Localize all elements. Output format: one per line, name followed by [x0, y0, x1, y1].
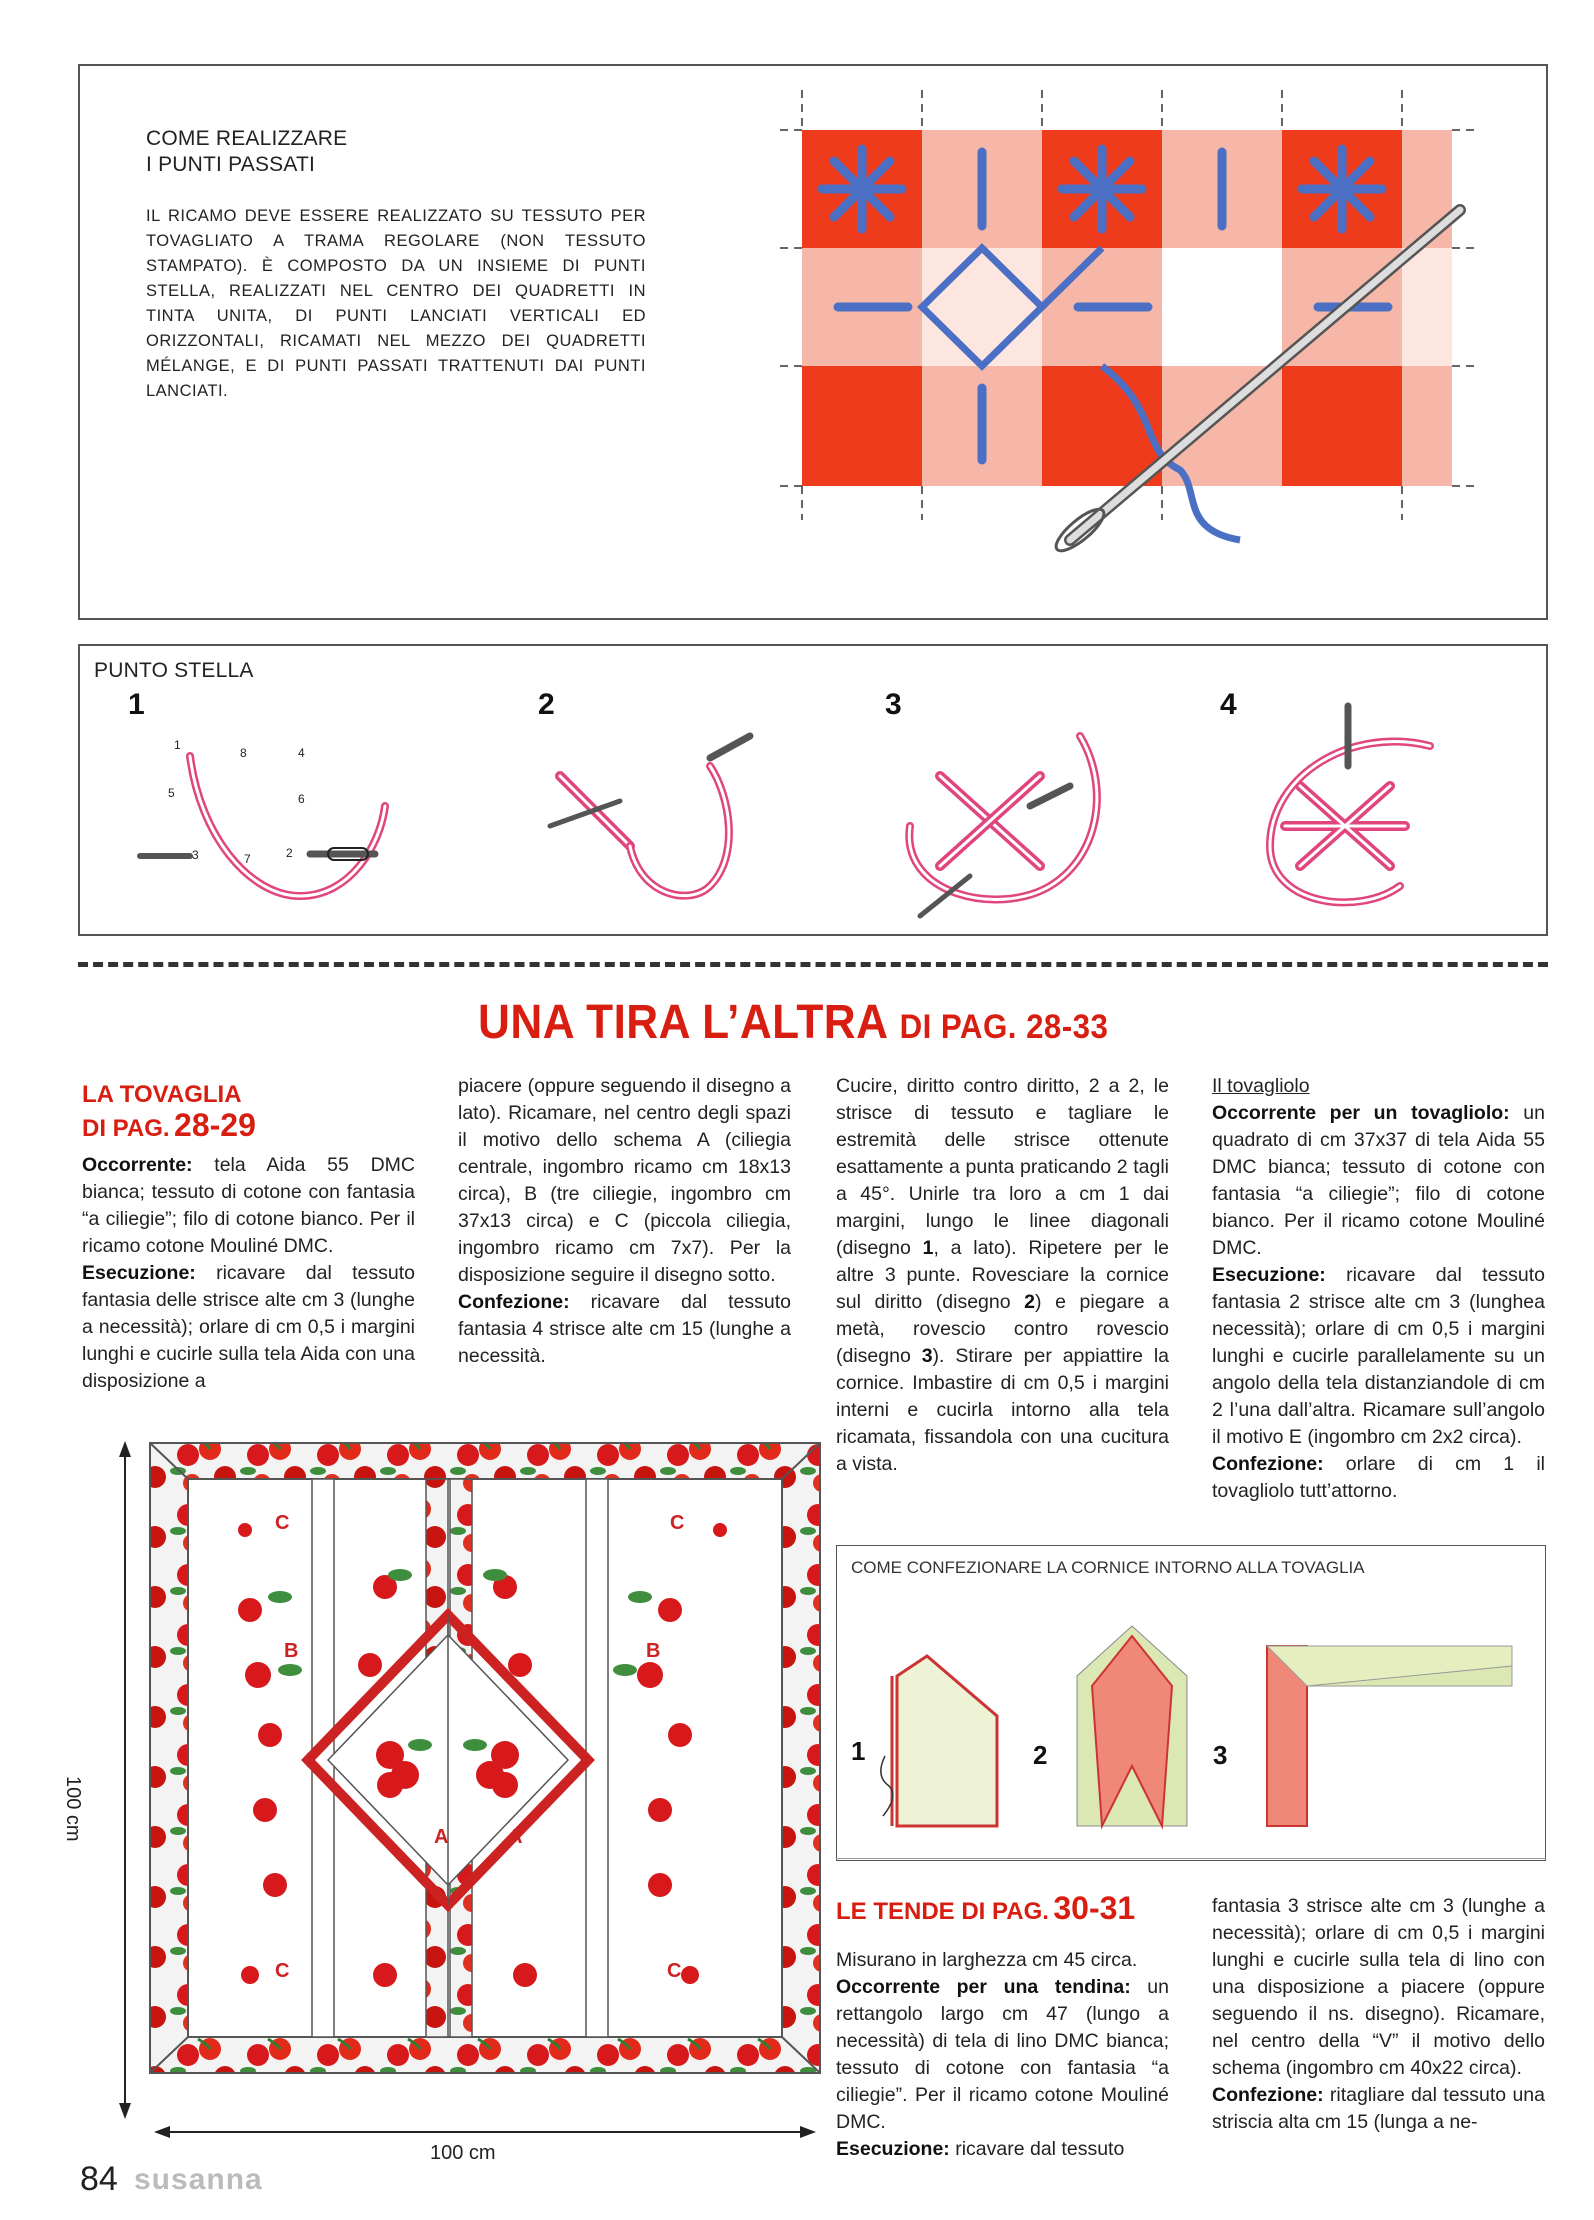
occorrente-label: Occorrente: [82, 1154, 193, 1176]
drawing-ref: 2 [1024, 1291, 1036, 1313]
main-title [478, 995, 1108, 1050]
tende-title-prefix: LE TENDE DI PAG. [836, 1898, 1049, 1925]
motif-label-b: B [646, 1640, 661, 1662]
cornice-step-1: 1 [851, 1736, 866, 1766]
point-label: 3 [192, 848, 199, 862]
drawing-ref: 1 [922, 1237, 934, 1259]
tende-title [836, 1890, 1136, 1930]
col3-text-part: ) e piegare a metà, rovescio contro rovescio (disegno [836, 1291, 1169, 1367]
occorrente-text: un rettangolo largo cm 47 (lungo a necessità) di tela di lino DMC bianca; tessuto di cotone con fantasia “a ciliegie”. Per il ricamo cotone Mouliné DMC. [836, 1976, 1169, 2133]
star-step-1-drawing [130, 726, 450, 926]
confezione-text: ritagliare dal tessuto una striscia alta cm 15 (lunga a ne- [1212, 2084, 1545, 2133]
step-number-2: 2 [538, 688, 555, 721]
cornice-step-3: 3 [1213, 1740, 1228, 1770]
punto-stella-title: PUNTO STELLA [94, 659, 254, 682]
title-line-2: I PUNTI PASSATI [146, 153, 316, 176]
tovaglia-column-3 [836, 1073, 1169, 1478]
motif-label-c: C [670, 1512, 685, 1534]
esecuzione-text: ricavare dal tessuto fantasia delle strisce alte cm 3 (lunghe a necessità); orlare di cm 0,5 i margini lunghi e cucirle sulla tela Aida con una disposizione a [82, 1262, 415, 1392]
col3-text-part: ). Stirare per appiattire la cornice. Imbastire di cm 0,5 i margini interni e cucirla intorno alla tela ricamata, fissandola con una cucitura a vista. [836, 1345, 1169, 1475]
confezione-label: Confezione: [458, 1291, 570, 1313]
occorrente-label: Occorrente per un tovagliolo: [1212, 1102, 1510, 1124]
tovaglia-title [82, 1080, 256, 1147]
star-step-3-drawing [880, 696, 1200, 926]
tende-column-1 [836, 1947, 1169, 2163]
tende-title-pages: 30-31 [1053, 1890, 1136, 1926]
step-number-1: 1 [128, 688, 145, 721]
magazine-brand: susanna [134, 2163, 263, 2196]
cornice-step-2: 2 [1033, 1740, 1048, 1770]
col3-text-part: Cucire, diritto contro diritto, 2 a 2, le strisce di tessuto e tagliare le estremità delle strisce ottenute esattamente a punta praticando 2 tagli a 45°. Unirle tra loro a cm 1 dai margini, lungo le linee diagonali (disegno [836, 1075, 1169, 1259]
main-title-text: UNA TIRA L’ALTRA [478, 996, 887, 1049]
occorrente-text: tela Aida 55 DMC bianca; tessuto di cotone con fantasia “a ciliegie”; filo di cotone bianco. Per il ricamo cotone Mouliné DMC. [82, 1154, 415, 1257]
tende-divider [836, 1858, 1546, 1859]
section-divider [78, 962, 1548, 967]
col3-text-part: , a lato). Ripetere per le altre 3 punte. Rovesciare la cornice sul diritto (disegno [836, 1237, 1169, 1313]
point-label: 5 [168, 786, 175, 800]
esecuzione-label: Esecuzione: [836, 2138, 950, 2160]
star-step-4-drawing [1230, 686, 1530, 926]
drawing-ref: 3 [921, 1345, 933, 1367]
esecuzione-text: ricavare dal tessuto fantasia 2 strisce alte cm 3 (lunghea necessità); orlare di cm 0,5 i margini lunghi e cucirle parallelamente su un angolo della tela distanziandole di cm 2 l’una dall’altra. Ricamare sull’angolo il motivo E (ingombro cm 2x2 circa). [1212, 1264, 1545, 1448]
punti-passati-intro: IL RICAMO DEVE ESSERE REALIZZATO SU TESSUTO PER TOVAGLIATO A TRAMA REGOLARE (NON TESSUTO STAMPATO). È COMPOSTO DA UN INSIEME DI PUNTI STELLA, REALIZZATI NEL CENTRO DEI QUADRETTI IN TINTA UNITA, DI PUNTI LANCIATI VERTICALI ED ORIZZONTALI, RICAMATI NEL MEZZO DEI QUADRETTI MÉLANGE, E DI PUNTI PASSATI TRATTENUTI DAI PUNTI LANCIATI. [146, 207, 646, 400]
esecuzione-label: Esecuzione: [1212, 1264, 1326, 1286]
tende-intro: Misurano in larghezza cm 45 circa. [836, 1949, 1138, 1971]
occorrente-text: un quadrato di cm 37x37 di tela Aida 55 DMC bianca; tessuto di cotone con fantasia “a ciliegie”; filo di cotone bianco. Per il ricamo cotone Mouliné DMC. [1212, 1102, 1545, 1259]
motif-label-b: B [284, 1640, 299, 1662]
confezione-label: Confezione: [1212, 1453, 1324, 1475]
title-line-1: COME REALIZZARE [146, 127, 348, 150]
motif-label-c: C [275, 1960, 290, 1982]
esecuzione-text: ricavare dal tessuto [949, 2138, 1125, 2160]
punti-passati-illustration [640, 70, 1546, 618]
punti-passati-title [146, 126, 347, 178]
confezione-label: Confezione: [1212, 2084, 1324, 2106]
step-number-3: 3 [885, 688, 902, 721]
point-label: 8 [240, 746, 247, 760]
main-title-suffix: DI PAG. 28-33 [899, 1008, 1109, 1046]
height-dimension-label: 100 cm [62, 1776, 84, 1842]
tablecloth-diagram [100, 1435, 835, 2140]
tovaglia-title-pages: 28-29 [174, 1107, 256, 1143]
cornice-steps-drawing [847, 1606, 1537, 1846]
tovagliolo-heading: Il tovagliolo [1212, 1075, 1310, 1097]
tovaglia-title-line-1: LA TOVAGLIA [82, 1081, 242, 1108]
confezione-text: orlare di cm 1 il tovagliolo tutt’attorno. [1212, 1453, 1545, 1502]
point-label: 6 [298, 792, 305, 806]
tovaglia-column-2 [458, 1073, 791, 1370]
cornice-title: COME CONFEZIONARE LA CORNICE INTORNO ALLA TOVAGLIA [851, 1558, 1365, 1577]
punti-passati-box [78, 64, 1548, 620]
point-label: 2 [286, 846, 293, 860]
point-label: 1 [174, 738, 181, 752]
motif-label-c: C [275, 1512, 290, 1534]
tovaglia-col2-text: piacere (oppure seguendo il disegno a lato). Ricamare, nel centro degli spazi il motivo dello schema A (ciliegia centrale, ingombro ricamo cm 18x13 circa), B (tre ciliegie, ingombro cm 37x13 circa) e C (piccola ciliegia, ingombro ricamo cm 7x7). Per la disposizione seguire il disegno sotto. [458, 1075, 791, 1286]
motif-label-a: A [434, 1826, 449, 1848]
tende-col2-text: fantasia 3 strisce alte cm 3 (lunghe a necessità); orlare di cm 0,5 i margini lunghi e cucirle sulla tela di lino con una disposizione a piacere (oppure seguendo il ns. disegno). Ricamare, nel centro della “V” il motivo dello schema (ingombro cm 40x22 circa). [1212, 1895, 1545, 2079]
confezione-text: ricavare dal tessuto fantasia 4 strisce alte cm 15 (lunghe a necessità. [458, 1291, 791, 1367]
point-label: 7 [244, 852, 251, 866]
width-dimension-label: 100 cm [430, 2142, 496, 2164]
motif-label-a: A [508, 1826, 523, 1848]
tende-column-2 [1212, 1893, 1545, 2136]
tovaglia-title-prefix: DI PAG. [82, 1115, 170, 1142]
page-number: 84 [80, 2160, 118, 2198]
occorrente-label: Occorrente per una tendina: [836, 1976, 1131, 1998]
punto-stella-box [78, 644, 1548, 936]
esecuzione-label: Esecuzione: [82, 1262, 196, 1284]
tovagliolo-column [1212, 1073, 1545, 1505]
point-label: 4 [298, 746, 305, 760]
tovaglia-column-1 [82, 1152, 415, 1395]
cornice-box [836, 1545, 1546, 1861]
step-number-4: 4 [1220, 688, 1237, 721]
motif-label-c: C [667, 1960, 682, 1982]
star-step-2-drawing [520, 706, 840, 926]
